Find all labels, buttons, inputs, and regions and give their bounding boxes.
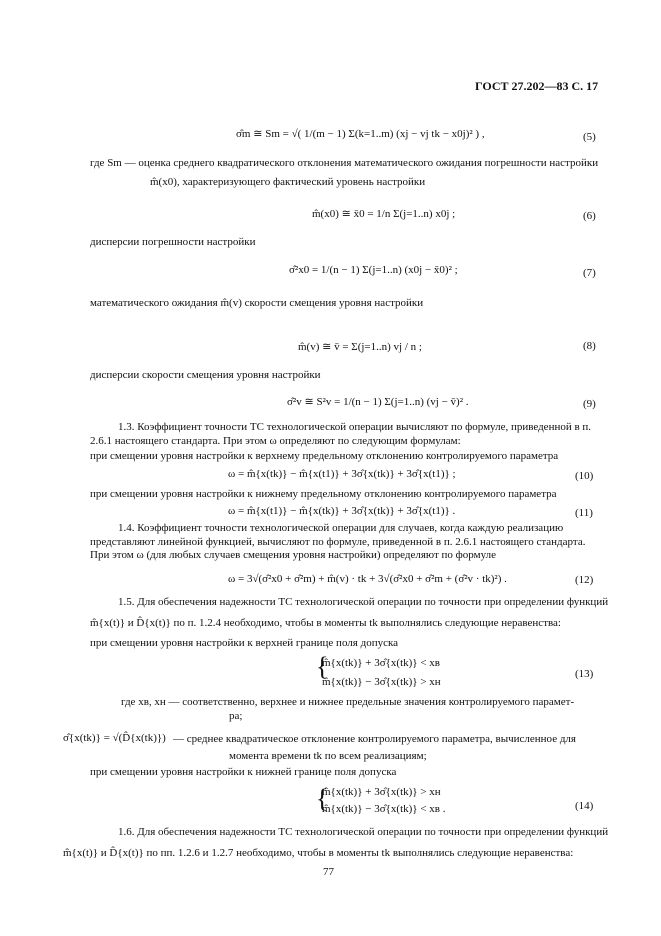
text-moment: момента времени tk по всем реализациям;	[229, 750, 427, 762]
text-mx0: m̂(x0), характеризующего фактический уровень настройки	[150, 176, 426, 188]
equation-12: ω = 3√(σ̂²x0 + σ̂²m) + m̂(v) · tk + 3√(σ̂²x0 + σ̂²m + (σ̂²v · tk)²) .	[228, 573, 507, 585]
equation-5-number: (5)	[583, 131, 596, 143]
text-nizh-gran: при смещении уровня настройки к нижней границе поля допуска	[90, 766, 397, 778]
equation-10: ω = m̂{x(tk)} − m̂{x(t1)} + 3σ̂{x(tk)} + 3σ̂{x(t1)} ;	[228, 468, 456, 480]
equation-5: σ̂m ≅ Sm = √( 1/(m − 1) Σ(k=1..m) (xj − vj tk − x0j)² ) ,	[236, 128, 485, 140]
page-header: ГОСТ 27.202—83 С. 17	[475, 79, 599, 93]
text-gde-xv: где xв, xн — соответственно, верхнее и нижнее предельные значения контролируемого парамет-	[121, 696, 575, 708]
equation-7-number: (7)	[583, 267, 596, 279]
equation-7: σ̂²x0 = 1/(n − 1) Σ(j=1..n) (x0j − x̄0)² ;	[289, 264, 458, 276]
equation-13-line2: m̂{x(tk)} − 3σ̂{x(tk)} > xн	[322, 676, 441, 688]
equation-9: σ̂²v ≅ S²v = 1/(n − 1) Σ(j=1..n) (vj − v̄)² .	[287, 396, 469, 408]
brace-13: {	[316, 652, 329, 681]
text-ra: ра;	[229, 710, 243, 722]
equation-6-number: (6)	[583, 210, 596, 222]
text-mat-ozh: математического ожидания m̂(v) скорости смещения уровня настройки	[90, 297, 424, 309]
equation-13-line1: m̂{x(tk)} + 3σ̂{x(tk)} < xв	[322, 657, 440, 669]
paragraph-1-4: 1.4. Коэффициент точности технологической операции для случаев, когда каждую реализацию представляют линейной функцией, вычисляют по формуле, приведенной в п. 2.6.1 настоящего стандарта. При этом ω (для любых случаев смещения уровня настройки) определяют по формуле	[90, 522, 586, 561]
text-gde-sm: где Sm — оценка среднего квадратического отклонения математического ожидания погрешности настройки	[90, 157, 599, 169]
equation-12-number: (12)	[575, 574, 594, 586]
equation-8: m̂(v) ≅ v̄ = Σ(j=1..n) vj / n ;	[298, 341, 422, 353]
equation-14-number: (14)	[575, 800, 594, 812]
equation-14-line1: m̂{x(tk)} + 3σ̂{x(tk)} > xн	[322, 786, 441, 798]
paragraph-1-5-b: m̂{x(t)} и D̂{x(t)} по п. 1.2.4 необходимо, чтобы в моменты tk выполнялись следующие неравенства:	[90, 617, 561, 629]
equation-9-number: (9)	[583, 398, 596, 410]
text-disp-pogr: дисперсии погрешности настройки	[90, 236, 256, 248]
brace-14: {	[316, 784, 329, 813]
text-disp-skor: дисперсии скорости смещения уровня настройки	[90, 369, 321, 381]
paragraph-1-6: 1.6. Для обеспечения надежности ТС технологической операции по точности при определении функций	[118, 826, 609, 838]
paragraph-1-3: 1.3. Коэффициент точности ТС технологической операции вычисляют по формуле, приведенной в п. 2.6.1 настоящего стандарта. При этом ω определяют по следующим формулам:	[90, 421, 592, 447]
text-sigma-def: — среднее квадратическое отклонение контролируемого параметра, вычисленное для	[173, 733, 576, 745]
text-verh-gran: при смещении уровня настройки к верхней границе поля допуска	[90, 637, 399, 649]
equation-6: m̂(x0) ≅ x̄0 = 1/n Σ(j=1..n) x0j ;	[312, 208, 456, 220]
equation-8-number: (8)	[583, 340, 596, 352]
sigma-definition-lhs: σ̂{x(tk)} = √(D̂{x(tk)})	[63, 732, 166, 744]
equation-14-line2: m̂{x(tk)} − 3σ̂{x(tk)} < xв .	[322, 803, 446, 815]
equation-10-number: (10)	[575, 470, 594, 482]
text-nizh: при смещении уровня настройки к нижнему предельному отклонению контролируемого параметра	[90, 488, 557, 500]
equation-11: ω = m̂{x(t1)} − m̂{x(tk)} + 3σ̂{x(tk)} + 3σ̂{x(t1)} .	[228, 505, 456, 517]
text-verh: при смещении уровня настройки к верхнему предельному отклонению контролируемого параметра	[90, 450, 559, 462]
page-number: 77	[323, 866, 334, 878]
equation-13-number: (13)	[575, 668, 594, 680]
paragraph-1-5: 1.5. Для обеспечения надежности ТС технологической операции по точности при определении функций	[118, 596, 609, 608]
paragraph-1-6-b: m̂{x(t)} и D̂{x(t)} по пп. 1.2.6 и 1.2.7 необходимо, чтобы в моменты tk выполнялись следующие неравенства:	[63, 847, 574, 859]
equation-11-number: (11)	[575, 507, 593, 519]
